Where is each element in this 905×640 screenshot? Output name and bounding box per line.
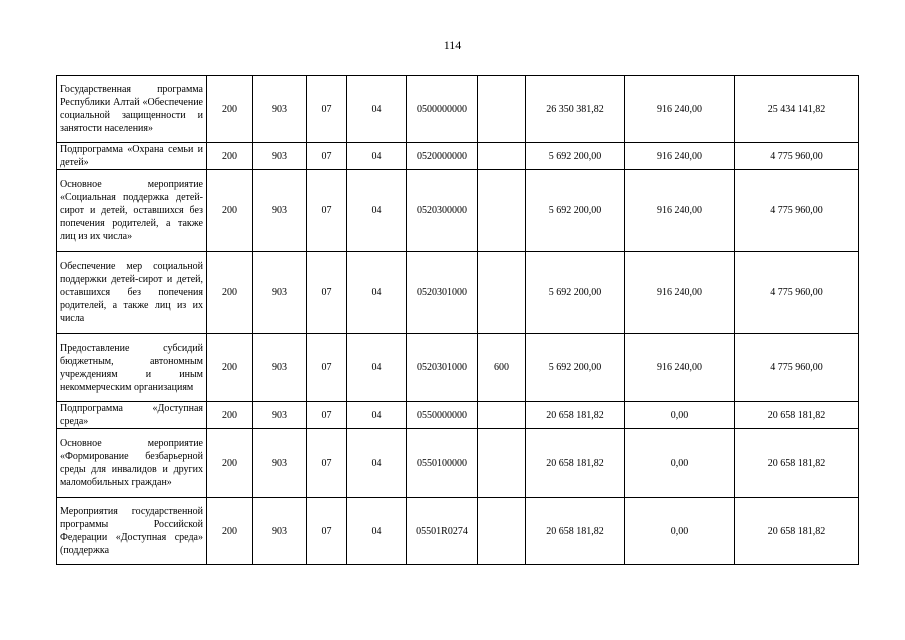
cell-code3: 07 bbox=[307, 252, 347, 334]
cell-code2: 903 bbox=[253, 170, 307, 252]
cell-code1: 200 bbox=[207, 429, 253, 498]
cell-code1: 200 bbox=[207, 76, 253, 143]
cell-code3: 07 bbox=[307, 334, 347, 402]
cell-target: 05501R0274 bbox=[407, 498, 478, 565]
cell-code1: 200 bbox=[207, 170, 253, 252]
cell-code4: 04 bbox=[347, 76, 407, 143]
cell-sum2: 916 240,00 bbox=[625, 252, 735, 334]
cell-code4: 04 bbox=[347, 170, 407, 252]
cell-type bbox=[478, 252, 526, 334]
cell-sum1: 26 350 381,82 bbox=[526, 76, 625, 143]
cell-sum2: 916 240,00 bbox=[625, 76, 735, 143]
cell-type bbox=[478, 402, 526, 429]
cell-code3: 07 bbox=[307, 402, 347, 429]
cell-code4: 04 bbox=[347, 334, 407, 402]
cell-sum3: 20 658 181,82 bbox=[735, 498, 859, 565]
cell-sum1: 20 658 181,82 bbox=[526, 429, 625, 498]
table-row bbox=[57, 429, 859, 498]
cell-sum3: 4 775 960,00 bbox=[735, 334, 859, 402]
table-row bbox=[57, 170, 859, 252]
table-row bbox=[57, 334, 859, 402]
budget-table bbox=[56, 75, 859, 565]
cell-sum2: 916 240,00 bbox=[625, 170, 735, 252]
cell-code1: 200 bbox=[207, 143, 253, 170]
cell-name: Обеспечение мер социальной поддержки детей-сирот и детей, оставшихся без попечения родителей, а также лиц из их числа bbox=[57, 252, 207, 334]
cell-code2: 903 bbox=[253, 143, 307, 170]
cell-name: Мероприятия государственной программы Российской Федерации «Доступная среда» (поддержка bbox=[57, 498, 207, 565]
cell-code3: 07 bbox=[307, 143, 347, 170]
cell-sum1: 20 658 181,82 bbox=[526, 498, 625, 565]
cell-code1: 200 bbox=[207, 252, 253, 334]
cell-code2: 903 bbox=[253, 498, 307, 565]
cell-sum2: 0,00 bbox=[625, 402, 735, 429]
cell-type bbox=[478, 170, 526, 252]
cell-name: Основное мероприятие «Социальная поддержка детей-сирот и детей, оставшихся без попечения родителей, а также лиц из их числа» bbox=[57, 170, 207, 252]
cell-code4: 04 bbox=[347, 429, 407, 498]
cell-sum2: 916 240,00 bbox=[625, 334, 735, 402]
cell-name: Подпрограмма «Доступная среда» bbox=[57, 402, 207, 429]
cell-name: Государственная программа Республики Алтай «Обеспечение социальной защищенности и занятости населения» bbox=[57, 76, 207, 143]
cell-sum3: 25 434 141,82 bbox=[735, 76, 859, 143]
cell-sum1: 5 692 200,00 bbox=[526, 170, 625, 252]
cell-sum3: 4 775 960,00 bbox=[735, 143, 859, 170]
cell-target: 0520000000 bbox=[407, 143, 478, 170]
page-number: 114 bbox=[443, 38, 462, 52]
cell-code2: 903 bbox=[253, 429, 307, 498]
table-row bbox=[57, 76, 859, 143]
cell-type bbox=[478, 143, 526, 170]
table-row bbox=[57, 498, 859, 565]
cell-code2: 903 bbox=[253, 334, 307, 402]
cell-code1: 200 bbox=[207, 498, 253, 565]
cell-code2: 903 bbox=[253, 252, 307, 334]
cell-target: 0550000000 bbox=[407, 402, 478, 429]
cell-code4: 04 bbox=[347, 252, 407, 334]
table-row bbox=[57, 143, 859, 170]
table-row bbox=[57, 252, 859, 334]
cell-target: 0520301000 bbox=[407, 334, 478, 402]
cell-code3: 07 bbox=[307, 170, 347, 252]
cell-code1: 200 bbox=[207, 334, 253, 402]
cell-code2: 903 bbox=[253, 76, 307, 143]
cell-sum1: 5 692 200,00 bbox=[526, 143, 625, 170]
cell-target: 0550100000 bbox=[407, 429, 478, 498]
cell-code4: 04 bbox=[347, 402, 407, 429]
cell-type bbox=[478, 498, 526, 565]
cell-sum2: 916 240,00 bbox=[625, 143, 735, 170]
cell-type bbox=[478, 429, 526, 498]
cell-code3: 07 bbox=[307, 76, 347, 143]
cell-sum2: 0,00 bbox=[625, 498, 735, 565]
cell-name: Подпрограмма «Охрана семьи и детей» bbox=[57, 143, 207, 170]
cell-target: 0520300000 bbox=[407, 170, 478, 252]
cell-code3: 07 bbox=[307, 429, 347, 498]
cell-type: 600 bbox=[478, 334, 526, 402]
cell-sum3: 4 775 960,00 bbox=[735, 170, 859, 252]
cell-name: Основное мероприятие «Формирование безбарьерной среды для инвалидов и других маломобильных граждан» bbox=[57, 429, 207, 498]
cell-sum1: 5 692 200,00 bbox=[526, 334, 625, 402]
cell-sum3: 4 775 960,00 bbox=[735, 252, 859, 334]
cell-name: Предоставление субсидий бюджетным, автономным учреждениям и иным некоммерческим организациям bbox=[57, 334, 207, 402]
cell-code1: 200 bbox=[207, 402, 253, 429]
cell-target: 0520301000 bbox=[407, 252, 478, 334]
cell-target: 0500000000 bbox=[407, 76, 478, 143]
cell-sum1: 5 692 200,00 bbox=[526, 252, 625, 334]
cell-code4: 04 bbox=[347, 498, 407, 565]
cell-sum2: 0,00 bbox=[625, 429, 735, 498]
cell-sum1: 20 658 181,82 bbox=[526, 402, 625, 429]
cell-type bbox=[478, 76, 526, 143]
cell-code3: 07 bbox=[307, 498, 347, 565]
cell-code2: 903 bbox=[253, 402, 307, 429]
cell-sum3: 20 658 181,82 bbox=[735, 402, 859, 429]
table-row bbox=[57, 402, 859, 429]
cell-sum3: 20 658 181,82 bbox=[735, 429, 859, 498]
cell-code4: 04 bbox=[347, 143, 407, 170]
